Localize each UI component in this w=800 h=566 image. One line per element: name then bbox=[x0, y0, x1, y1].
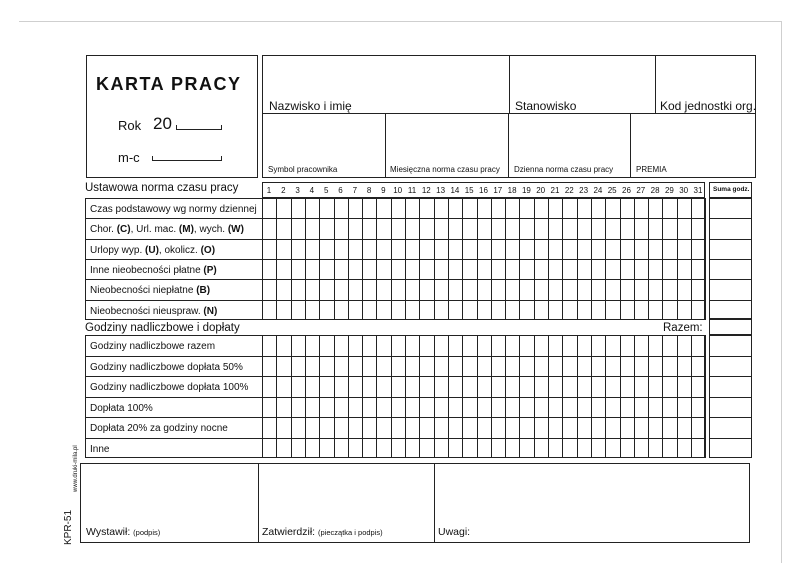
attendance-row-label-part: (N) bbox=[203, 305, 218, 317]
day-number-22: 22 bbox=[564, 186, 574, 195]
day-number-24: 24 bbox=[593, 186, 603, 195]
day-number-15: 15 bbox=[464, 186, 474, 195]
form-code: KPR-51 bbox=[63, 509, 74, 545]
attendance-row-sum-2[interactable] bbox=[709, 218, 752, 238]
attendance-row-sum-4[interactable] bbox=[709, 259, 752, 279]
issued-by-field[interactable] bbox=[86, 526, 160, 538]
overtime-row-sum-5[interactable] bbox=[709, 417, 752, 438]
overtime-row-sum-6[interactable] bbox=[709, 438, 752, 459]
side-website bbox=[64, 445, 82, 492]
daily-norm-field[interactable]: Dzienna norma czasu pracy bbox=[514, 165, 614, 174]
overtime-row-label-4: Dopłata 100% bbox=[90, 402, 153, 414]
overtime-row-cells-6[interactable] bbox=[262, 438, 705, 459]
monthly-norm-field[interactable]: Miesięczna norma czasu pracy bbox=[390, 165, 500, 174]
attendance-row-label-part: (P) bbox=[203, 264, 217, 276]
day-number-26: 26 bbox=[622, 186, 631, 195]
day-number-7: 7 bbox=[352, 186, 358, 195]
attendance-row-cells-2[interactable] bbox=[262, 218, 705, 238]
day-number-10: 10 bbox=[393, 186, 403, 195]
attendance-row-label-part: Chor. bbox=[90, 224, 117, 236]
overtime-total-cell[interactable] bbox=[709, 318, 752, 335]
overtime-row-sum-1[interactable] bbox=[709, 335, 752, 356]
approved-by-label: Zatwierdził: bbox=[262, 526, 316, 538]
issued-by-label: Wystawił: bbox=[86, 526, 131, 538]
overtime-row-cells-2[interactable] bbox=[262, 356, 705, 377]
bonus-field[interactable]: PREMIA bbox=[636, 165, 667, 174]
overtime-row-label-1: Godziny nadliczbowe razem bbox=[90, 341, 216, 352]
day-number-14: 14 bbox=[450, 186, 460, 195]
day-number-9: 9 bbox=[381, 186, 386, 195]
attendance-row-label-5 bbox=[90, 285, 210, 296]
attendance-row-label-6 bbox=[90, 306, 217, 317]
attendance-row-label-4 bbox=[90, 265, 217, 276]
day-number-28: 28 bbox=[650, 186, 660, 195]
attendance-row-cells-5[interactable] bbox=[262, 279, 705, 299]
attendance-row-label-part: (C) bbox=[116, 224, 131, 236]
day-number-4: 4 bbox=[309, 186, 315, 195]
attendance-row-label-2 bbox=[90, 224, 244, 235]
attendance-row-label-part: Nieobecności nieuspraw. bbox=[90, 305, 204, 317]
day-number-3: 3 bbox=[295, 186, 300, 195]
attendance-row-label-part: (W) bbox=[227, 224, 244, 236]
website-text: www.druki-mila.pl bbox=[73, 445, 79, 492]
attendance-row-cells-3[interactable] bbox=[262, 239, 705, 259]
attendance-row-label-3 bbox=[90, 245, 215, 256]
approved-by-field[interactable] bbox=[262, 526, 383, 538]
attendance-row-label-part: Nieobecności niepłatne bbox=[90, 285, 197, 297]
day-number-18: 18 bbox=[507, 186, 517, 195]
notes-field[interactable]: Uwagi: bbox=[438, 526, 471, 538]
issued-by-note: (podpis) bbox=[133, 528, 161, 537]
day-number-2: 2 bbox=[281, 186, 286, 195]
sum-header-cell bbox=[709, 182, 752, 198]
attendance-row-label-1 bbox=[90, 204, 257, 215]
employee-symbol-field[interactable]: Symbol pracownika bbox=[268, 165, 338, 174]
day-number-31: 31 bbox=[693, 186, 703, 195]
overtime-row-sum-3[interactable] bbox=[709, 376, 752, 397]
section1-title: Ustawowa norma czasu pracy bbox=[85, 182, 239, 194]
form-title: KARTA PRACY bbox=[96, 74, 242, 94]
day-number-19: 19 bbox=[521, 186, 531, 195]
overtime-row-label-3: Godziny nadliczbowe dopłata 100% bbox=[90, 382, 249, 393]
footer-box bbox=[80, 463, 750, 543]
day-number-30: 30 bbox=[679, 186, 689, 195]
name-field[interactable]: Nazwisko i imię bbox=[269, 99, 352, 113]
day-number-12: 12 bbox=[421, 186, 431, 195]
org-code-field[interactable]: Kod jednostki org. bbox=[660, 99, 757, 113]
day-number-11: 11 bbox=[407, 186, 417, 195]
day-number-16: 16 bbox=[479, 186, 488, 195]
attendance-row-label-part: , Url. mac. bbox=[130, 224, 179, 236]
day-number-23: 23 bbox=[579, 186, 589, 195]
attendance-row-label-part: , wych. bbox=[193, 224, 228, 236]
overtime-row-cells-1[interactable] bbox=[262, 335, 705, 356]
day-number-29: 29 bbox=[664, 186, 674, 195]
attendance-row-label-part: Urlopy wyp. bbox=[90, 244, 146, 256]
day-number-5: 5 bbox=[323, 186, 329, 195]
attendance-row-cells-1[interactable] bbox=[262, 198, 705, 218]
attendance-row-sum-5[interactable] bbox=[709, 279, 752, 299]
attendance-row-sum-3[interactable] bbox=[709, 239, 752, 259]
overtime-row-label-2: Godziny nadliczbowe dopłata 50% bbox=[90, 361, 243, 373]
section2-title: Godziny nadliczbowe i dopłaty bbox=[85, 322, 240, 334]
day-header-row bbox=[262, 182, 705, 198]
attendance-row-label-part: Czas podstawowy wg normy dziennej bbox=[90, 204, 257, 215]
overtime-row-sum-4[interactable] bbox=[709, 397, 752, 418]
attendance-row-label-part: (M) bbox=[178, 224, 194, 236]
day-number-13: 13 bbox=[436, 186, 446, 195]
side-imprint bbox=[58, 510, 76, 545]
attendance-row-label-part: (O) bbox=[200, 244, 216, 256]
attendance-row-label-part: , okolicz. bbox=[158, 244, 201, 256]
attendance-row-cells-6[interactable] bbox=[262, 300, 705, 320]
overtime-row-label-6: Inne bbox=[90, 443, 110, 455]
day-number-8: 8 bbox=[366, 186, 372, 195]
attendance-row-label-part: (U) bbox=[145, 244, 159, 256]
attendance-row-label-part: (B) bbox=[196, 285, 211, 297]
day-number-17: 17 bbox=[493, 186, 503, 195]
overtime-row-cells-5[interactable] bbox=[262, 417, 705, 438]
day-number-27: 27 bbox=[636, 186, 646, 195]
attendance-row-cells-4[interactable] bbox=[262, 259, 705, 279]
day-number-21: 21 bbox=[550, 186, 560, 195]
total-label: Razem: bbox=[663, 322, 703, 334]
month-label: m-c bbox=[118, 150, 140, 165]
attendance-row-label-part: Inne nieobecności płatne bbox=[90, 264, 204, 276]
day-number-1: 1 bbox=[266, 186, 272, 195]
attendance-row-sum-1[interactable] bbox=[709, 198, 752, 218]
day-number-6: 6 bbox=[338, 186, 343, 195]
overtime-row-cells-4[interactable] bbox=[262, 397, 705, 418]
month-line[interactable] bbox=[152, 160, 222, 161]
overtime-row-sum-2[interactable] bbox=[709, 356, 752, 377]
position-field[interactable]: Stanowisko bbox=[515, 99, 577, 113]
year-prefix: 20 bbox=[153, 114, 172, 133]
day-number-20: 20 bbox=[536, 186, 546, 195]
overtime-row-label-5: Dopłata 20% za godziny nocne bbox=[90, 423, 228, 434]
attendance-row-sum-6[interactable] bbox=[709, 300, 752, 320]
approved-by-note: (pieczątka i podpis) bbox=[318, 528, 383, 537]
year-label: Rok bbox=[118, 118, 142, 133]
overtime-row-cells-3[interactable] bbox=[262, 376, 705, 397]
day-number-25: 25 bbox=[607, 186, 617, 195]
sum-hours-label: Suma godz. bbox=[713, 186, 750, 193]
year-line[interactable] bbox=[176, 129, 222, 130]
